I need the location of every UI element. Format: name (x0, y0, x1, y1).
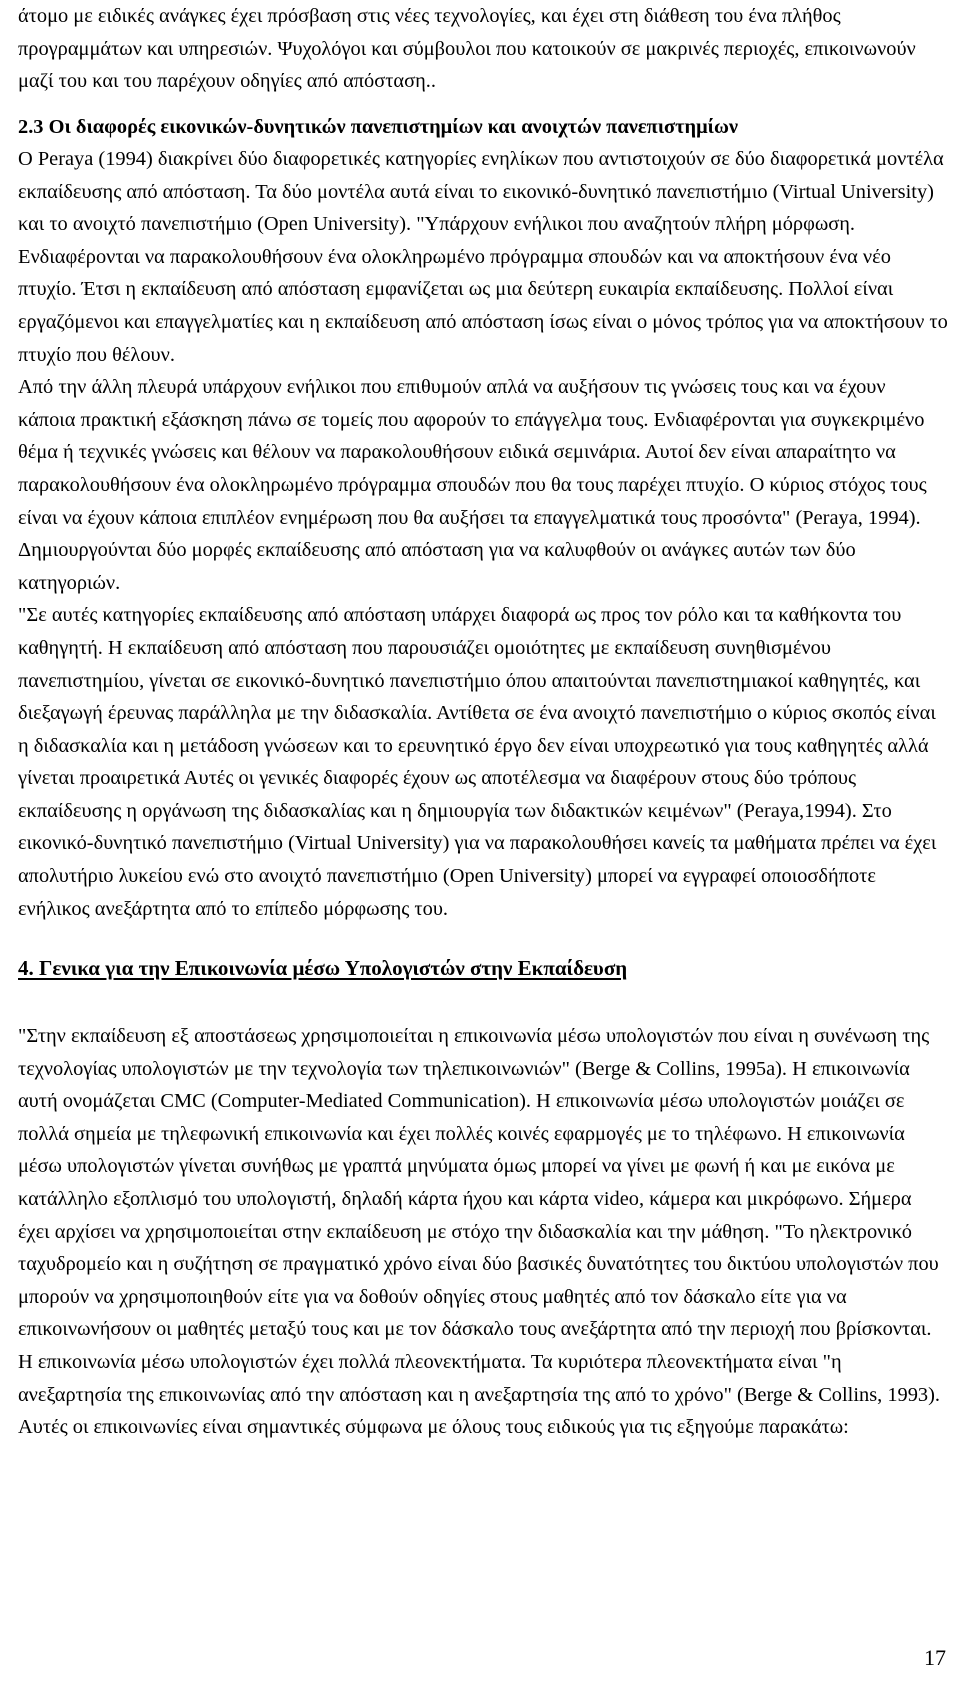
chapter-heading: 4. Γενικα για την Επικοινωνία μέσω Υπολογιστών στην Εκπαίδευση (18, 956, 628, 980)
intro-paragraph: άτομο με ειδικές ανάγκες έχει πρόσβαση στις νέες τεχνολογίες, και έχει στη διάθεση του ένα πλήθος προγραμμάτων και υπηρεσιών. Ψυχολόγοι και σύμβουλοι που κατοικούν σε μακρινές περιοχές, επικοινωνούν μαζί του και του παρέχουν οδηγίες από απόσταση.. (18, 5, 916, 93)
chapter-body: "Στην εκπαίδευση εξ αποστάσεως χρησιμοποιείται η επικοινωνία μέσω υπολογιστών που είναι η συνένωση της τεχνολογίας υπολογιστών με την τεχνολογία των τηλεπικοινωνιών" (Berge & Collins, 1995a). Η επικοινωνία αυτή ονομάζεται CMC (Computer-Mediated Communication). Η επικοινωνία μέσω υπολογιστών μοιάζει σε πολλά σημεία με τηλεφωνική επικοινωνία και έχει πολλές κοινές εφαρμογές με το τηλέφωνο. Η επικοινωνία μέσω υπολογιστών γίνεται συνήθως με γραπτά μηνύματα όμως μπορεί να γίνει με φωνή ή και με εικόνα με κατάλληλο εξοπλισμό του υπολογιστή, δηλαδή κάρτα ήχου και κάρτα video, κάμερα και μικρόφωνο. Σήμερα έχει αρχίσει να χρησιμοποιείται στην εκπαίδευση με στόχο την διδασκαλία και την μάθηση. "Το ηλεκτρονικό ταχυδρομείο και η συζήτηση σε πραγματικό χρόνο είναι δύο βασικές δυνατότητες του δικτύου υπολογιστών που μπορούν να χρησιμοποιηθούν είτε για να δοθούν οδηγίες στους μαθητές από τον δάσκαλο είτε για να επικοινωνήσουν οι μαθητές μεταξύ τους και με τον δάσκαλο τους ανεξάρτητα από την περιοχή που βρίσκονται. Η επικοινωνία μέσω υπολογιστών έχει πολλά πλεονεκτήματα. Τα κυριότερα πλεονεκτήματα είναι "η ανεξαρτησία της επικοινωνίας από την απόσταση και η ανεξαρτησία της από το χρόνο" (Berge & Collins, 1993). Αυτές οι επικοινωνίες είναι σημαντικές σύμφωνα με όλους τους ειδικούς για τις εξηγούμε παρακάτω: (18, 1025, 940, 1439)
page-number: 17 (924, 1645, 946, 1670)
section-heading: 2.3 Οι διαφορές εικονικών-δυνητικών πανεπιστημίων και ανοιχτών πανεπιστημίων (18, 116, 738, 138)
section-body: Ο Peraya (1994) διακρίνει δύο διαφορετικές κατηγορίες ενηλίκων που αντιστοιχούν σε δύο διαφορετικά μοντέλα εκπαίδευσης από απόσταση. Τα δύο μοντέλα αυτά είναι το εικονικό-δυνητικό πανεπιστήμιο (Virtual University) και το ανοιχτό πανεπιστήμιο (Open University). "Υπάρχουν ενήλικοι που αναζητούν πλήρη μόρφωση. Ενδιαφέρονται να παρακολουθήσουν ένα ολοκληρωμένο πρόγραμμα σπουδών και να αποκτήσουν ένα νέο πτυχίο. Έτσι η εκπαίδευση από απόσταση εμφανίζεται ως μια δεύτερη ευκαιρία εκπαίδευσης. Πολλοί είναι εργαζόμενοι και επαγγελματίες και η εκπαίδευση από απόσταση ίσως είναι ο μόνος τρόπος για να αποκτήσουν το πτυχίο που θέλουν. Από την άλλη πλευρά υπάρχουν ενήλικοι που επιθυμούν απλά να αυξήσουν τις γνώσεις τους και να έχουν κάποια πρακτική εξάσκηση πάνω σε τομείς που αφορούν το επάγγελμα τους. Ενδιαφέρονται για συγκεκριμένο θέμα ή τεχνικές γνώσεις και θέλουν να παρακολουθήσουν ειδικά σεμινάρια. Αυτοί δεν είναι απαραίτητο να παρακολουθήσουν ένα ολοκληρωμένο πρόγραμμα σπουδών που θα τους παρέχει πτυχίο. Ο κύριος στόχος τους είναι να έχουν κάποια επιπλέον ενημέρωση που θα αυξήσει τα επαγγελματικά τους προσόντα" (Peraya, 1994). Δημιουργούνται δύο μορφές εκπαίδευσης από απόσταση για να καλυφθούν οι ανάγκες αυτών των δύο κατηγοριών. "Σε αυτές κατηγορίες εκπαίδευσης από απόσταση υπάρχει διαφορά ως προς τον ρόλο και τα καθήκοντα του καθηγητή. Η εκπαίδευση από απόσταση που παρουσιάζει ομοιότητες με εκπαίδευση συνηθισμένου πανεπιστημίου, γίνεται σε εικονικό-δυνητικό πανεπιστήμιο όπου απαιτούνται πανεπιστημιακοί καθηγητές, και διεξαγωγή έρευνας παράλληλα με την διδασκαλία. Αντίθετα σε ένα ανοιχτό πανεπιστήμιο ο κύριος σκοπός είναι η διδασκαλία και η μετάδοση γνώσεων και το ερευνητικό έργο δεν είναι υποχρεωτικό για τους καθηγητές αλλά γίνεται προαιρετικά Αυτές οι γενικές διαφορές έχουν ως αποτέλεσμα να διαφέρουν στους δύο τρόπους εκπαίδευσης η οργάνωση της διδασκαλίας και η δημιουργία των διδακτικών κειμένων" (Peraya,1994). Στο εικονικό-δυνητικό πανεπιστήμιο (Virtual University) για να παρακολουθήσει κανείς τα μαθήματα πρέπει να έχει απολυτήριο λυκείου ενώ στο ανοιχτό πανεπιστήμιο (Open University) μπορεί να εγγραφεί οποιοσδήποτε ενήλικος ανεξάρτητα από το επίπεδο μόρφωσης του. (18, 148, 948, 920)
